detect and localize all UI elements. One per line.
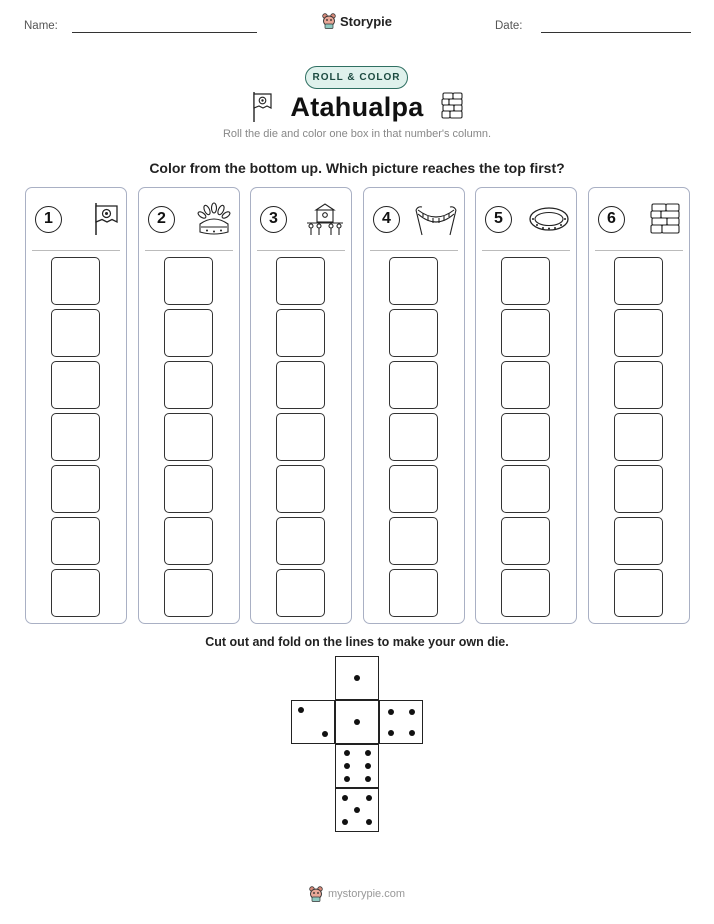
die-pip	[388, 709, 394, 715]
die-pip	[365, 776, 371, 782]
color-box[interactable]	[389, 257, 438, 305]
color-box[interactable]	[164, 517, 213, 565]
die-face-lower	[335, 744, 379, 788]
color-box[interactable]	[51, 309, 100, 357]
color-box[interactable]	[276, 361, 325, 409]
color-box[interactable]	[501, 465, 550, 513]
die-pip	[344, 750, 350, 756]
color-box[interactable]	[614, 361, 663, 409]
die-pip	[342, 795, 348, 801]
page-title: Atahualpa	[290, 92, 424, 122]
inca-banner-icon	[92, 202, 120, 236]
color-box[interactable]	[614, 465, 663, 513]
column-5	[475, 187, 577, 624]
color-box[interactable]	[614, 569, 663, 617]
color-box[interactable]	[614, 257, 663, 305]
die-face-left	[291, 700, 335, 744]
column-3	[250, 187, 352, 624]
die-pip	[322, 731, 328, 737]
die-pip	[365, 750, 371, 756]
die-pip	[354, 719, 360, 725]
die-pip	[354, 807, 360, 813]
date-line[interactable]	[541, 32, 691, 33]
color-box[interactable]	[614, 413, 663, 461]
color-box[interactable]	[164, 569, 213, 617]
color-box[interactable]	[501, 569, 550, 617]
column-2	[138, 187, 240, 624]
color-box[interactable]	[389, 361, 438, 409]
color-box[interactable]	[389, 517, 438, 565]
column-number: 5	[485, 206, 512, 233]
color-box[interactable]	[501, 413, 550, 461]
die-pip	[344, 763, 350, 769]
die-pip	[344, 776, 350, 782]
gold-bracelet-icon	[528, 204, 570, 234]
brand-name: Storypie	[339, 13, 392, 29]
color-box[interactable]	[164, 257, 213, 305]
royal-litter-icon	[305, 202, 345, 236]
rope-bridge-icon	[414, 202, 458, 236]
instruction: Color from the bottom up. Which picture reaches the top first?	[149, 160, 565, 176]
activity-badge: ROLL & COLOR	[305, 66, 408, 89]
color-box[interactable]	[51, 465, 100, 513]
column-number: 1	[35, 206, 62, 233]
die-pip	[409, 730, 415, 736]
color-box[interactable]	[614, 309, 663, 357]
die-pip	[366, 819, 372, 825]
column-number: 2	[148, 206, 175, 233]
color-box[interactable]	[51, 569, 100, 617]
die-pip	[354, 675, 360, 681]
column-number: 6	[598, 206, 625, 233]
color-box[interactable]	[51, 517, 100, 565]
footer-url: mystorypie.com	[327, 888, 406, 900]
color-box[interactable]	[276, 465, 325, 513]
footer	[0, 886, 714, 902]
die-face-center	[335, 700, 379, 744]
name-line[interactable]	[72, 32, 257, 33]
die-face-right	[379, 700, 423, 744]
date-label: Date:	[495, 20, 523, 32]
color-box[interactable]	[164, 309, 213, 357]
color-box[interactable]	[276, 413, 325, 461]
color-box[interactable]	[501, 257, 550, 305]
die-pip	[365, 763, 371, 769]
color-box[interactable]	[51, 361, 100, 409]
die-pip	[298, 707, 304, 713]
color-box[interactable]	[51, 257, 100, 305]
color-box[interactable]	[389, 309, 438, 357]
column-number: 3	[260, 206, 287, 233]
color-box[interactable]	[276, 517, 325, 565]
color-box[interactable]	[501, 361, 550, 409]
color-box[interactable]	[51, 413, 100, 461]
column-4	[363, 187, 465, 624]
color-box[interactable]	[164, 361, 213, 409]
color-box[interactable]	[389, 465, 438, 513]
die-pip	[388, 730, 394, 736]
name-label: Name:	[24, 20, 58, 32]
color-box[interactable]	[389, 569, 438, 617]
feather-headdress-icon	[195, 202, 233, 236]
storypie-bear-logo-icon	[322, 13, 336, 29]
color-box[interactable]	[276, 257, 325, 305]
color-box[interactable]	[501, 309, 550, 357]
column-1	[25, 187, 127, 624]
color-box[interactable]	[276, 569, 325, 617]
stone-wall-icon	[649, 202, 683, 236]
color-box[interactable]	[164, 465, 213, 513]
color-box[interactable]	[501, 517, 550, 565]
die-pip	[366, 795, 372, 801]
brand	[0, 13, 714, 29]
column-6	[588, 187, 690, 624]
storypie-bear-logo-icon	[309, 886, 323, 902]
die-face-top	[335, 656, 379, 700]
color-box[interactable]	[389, 413, 438, 461]
subtitle: Roll the die and color one box in that number's column.	[222, 128, 492, 140]
die-pip	[342, 819, 348, 825]
die-pip	[409, 709, 415, 715]
column-number: 4	[373, 206, 400, 233]
cut-instruction: Cut out and fold on the lines to make your own die.	[205, 635, 509, 649]
stone-wall-icon	[440, 91, 464, 121]
die-face-bottom	[335, 788, 379, 832]
color-box[interactable]	[614, 517, 663, 565]
color-box[interactable]	[164, 413, 213, 461]
color-box[interactable]	[276, 309, 325, 357]
